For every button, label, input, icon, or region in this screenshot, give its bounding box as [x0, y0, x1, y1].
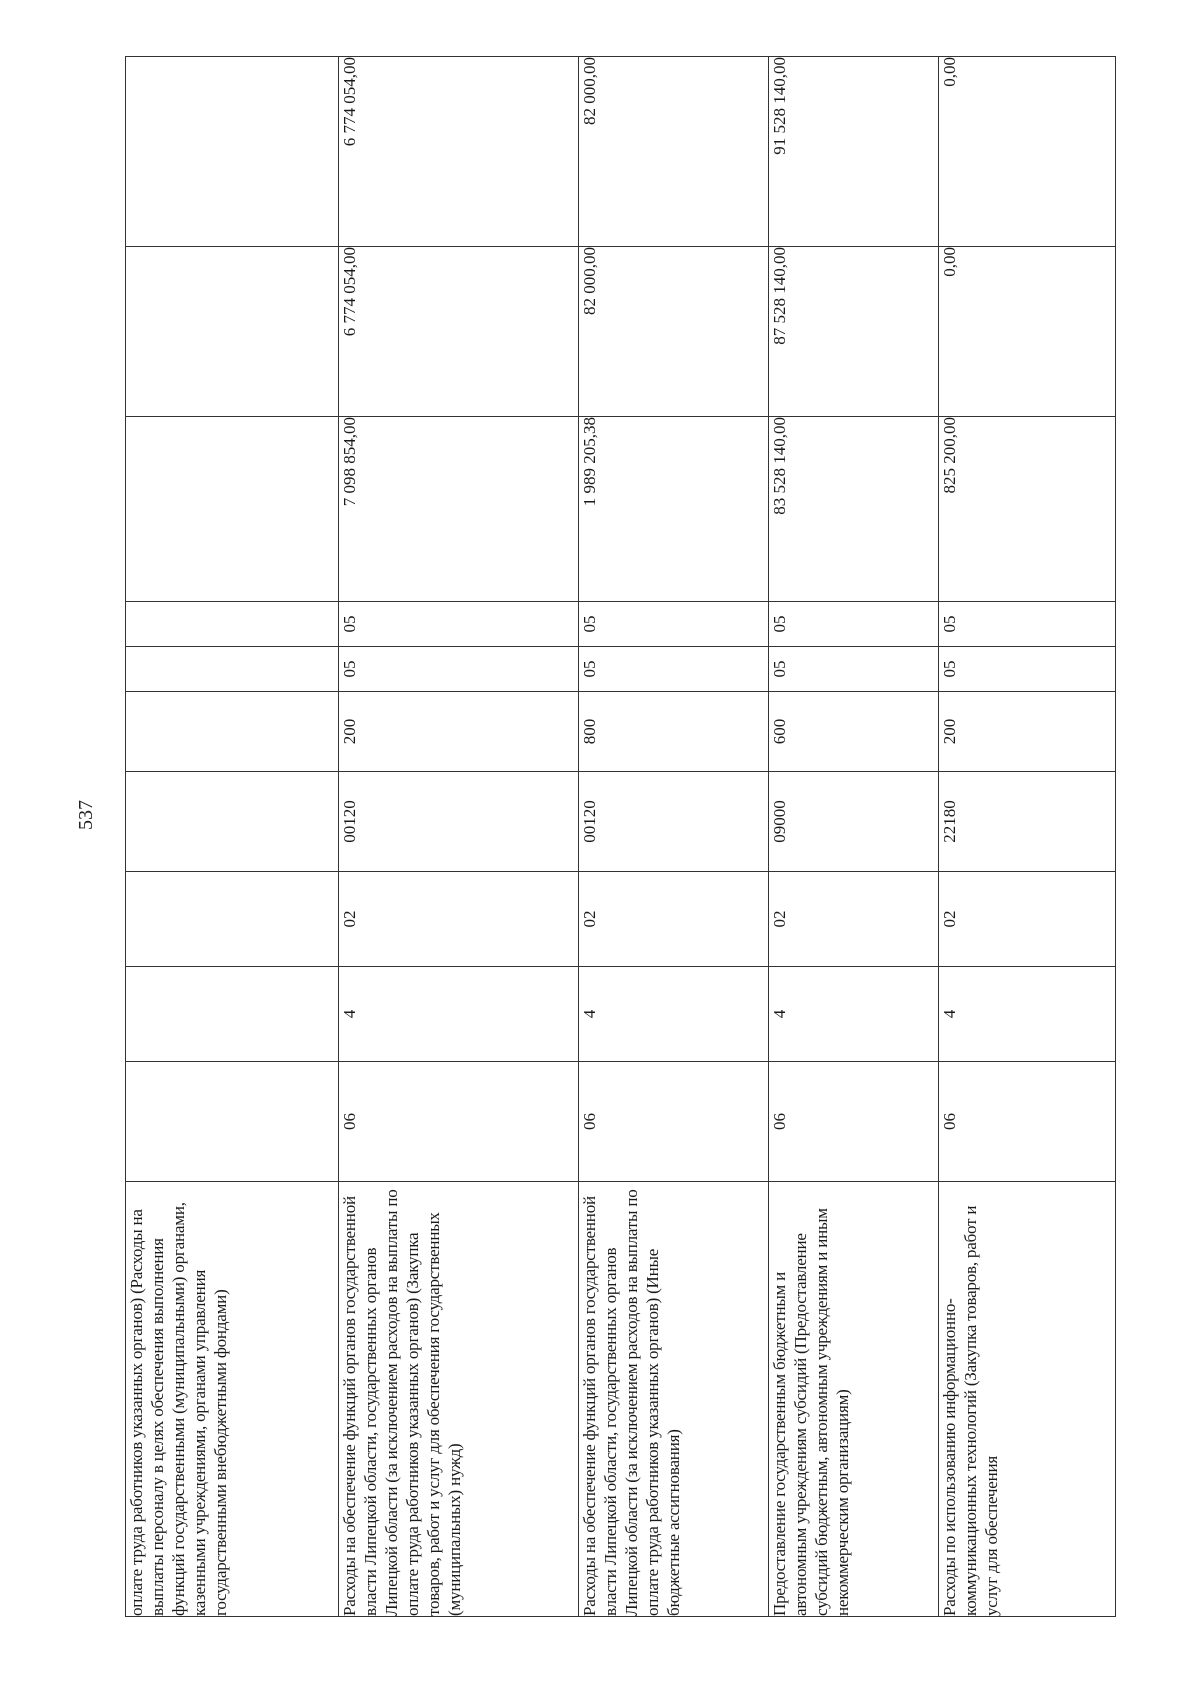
budget-table — [125, 56, 1116, 1617]
code-subprogram: 4 — [579, 967, 769, 1062]
code-direction: 22180 — [939, 772, 1116, 872]
code-program: 06 — [939, 1062, 1116, 1182]
amount-year-1 — [126, 417, 339, 602]
code-main-event — [126, 872, 339, 967]
code-program: 06 — [339, 1062, 579, 1182]
code-main-event: 02 — [579, 872, 769, 967]
amount-year-2: 0,00 — [939, 247, 1116, 417]
table-row — [769, 57, 939, 1617]
code-section — [126, 647, 339, 692]
row-description: оплате труда работников указанных органов) (Расходы на выплаты персоналу в целях обеспечения выполнения функций государственными (муниципальными) органами, казенными учреждениями, органами управления государственными внебюджетными фондами) — [126, 1182, 339, 1617]
code-subsection: 05 — [939, 602, 1116, 647]
code-section: 05 — [939, 647, 1116, 692]
code-program: 06 — [579, 1062, 769, 1182]
code-subprogram: 4 — [939, 967, 1116, 1062]
table-row — [126, 57, 339, 1617]
code-program — [126, 1062, 339, 1182]
amount-year-2 — [126, 247, 339, 417]
code-section: 05 — [769, 647, 939, 692]
code-subsection — [126, 602, 339, 647]
budget-table-container — [125, 57, 1115, 1617]
code-direction — [126, 772, 339, 872]
code-subsection: 05 — [579, 602, 769, 647]
code-program: 06 — [769, 1062, 939, 1182]
code-subprogram: 4 — [769, 967, 939, 1062]
amount-year-2: 87 528 140,00 — [769, 247, 939, 417]
code-section: 05 — [579, 647, 769, 692]
amount-year-3: 0,00 — [939, 57, 1116, 247]
page-number: 537 — [75, 800, 97, 830]
amount-year-2: 6 774 054,00 — [339, 247, 579, 417]
amount-year-3: 6 774 054,00 — [339, 57, 579, 247]
amount-year-1: 825 200,00 — [939, 417, 1116, 602]
row-description: Расходы на обеспечение функций органов государственной власти Липецкой области, государственных органов Липецкой области (за исключением расходов на выплаты по оплате труда работников указанных органов) (Закупка товаров, работ и услуг для обеспечения государственных (муниципальных) нужд) — [339, 1182, 579, 1617]
code-expense-type — [126, 692, 339, 772]
table-row — [339, 57, 579, 1617]
amount-year-3: 82 000,00 — [579, 57, 769, 247]
code-expense-type: 600 — [769, 692, 939, 772]
code-expense-type: 800 — [579, 692, 769, 772]
table-row — [579, 57, 769, 1617]
amount-year-1: 83 528 140,00 — [769, 417, 939, 602]
code-direction: 09000 — [769, 772, 939, 872]
code-direction: 00120 — [579, 772, 769, 872]
amount-year-1: 7 098 854,00 — [339, 417, 579, 602]
amount-year-3: 91 528 140,00 — [769, 57, 939, 247]
row-description: Расходы по использованию информационно-коммуникационных технологий (Закупка товаров, работ и услуг для обеспечения — [939, 1182, 1116, 1617]
code-main-event: 02 — [339, 872, 579, 967]
amount-year-2: 82 000,00 — [579, 247, 769, 417]
code-subprogram — [126, 967, 339, 1062]
amount-year-1: 1 989 205,38 — [579, 417, 769, 602]
code-expense-type: 200 — [939, 692, 1116, 772]
code-expense-type: 200 — [339, 692, 579, 772]
code-direction: 00120 — [339, 772, 579, 872]
amount-year-3 — [126, 57, 339, 247]
code-subsection: 05 — [769, 602, 939, 647]
code-section: 05 — [339, 647, 579, 692]
code-main-event: 02 — [939, 872, 1116, 967]
table-row — [939, 57, 1116, 1617]
code-subsection: 05 — [339, 602, 579, 647]
code-subprogram: 4 — [339, 967, 579, 1062]
row-description: Расходы на обеспечение функций органов государственной власти Липецкой области, государственных органов Липецкой области (за исключением расходов на выплаты по оплате труда работников указанных органов) (Иные бюджетные ассигнования) — [579, 1182, 769, 1617]
row-description: Предоставление государственным бюджетным и автономным учреждениям субсидий (Предоставление субсидий бюджетным, автономным учреждениям и иным некоммерческим организациям) — [769, 1182, 939, 1617]
code-main-event: 02 — [769, 872, 939, 967]
